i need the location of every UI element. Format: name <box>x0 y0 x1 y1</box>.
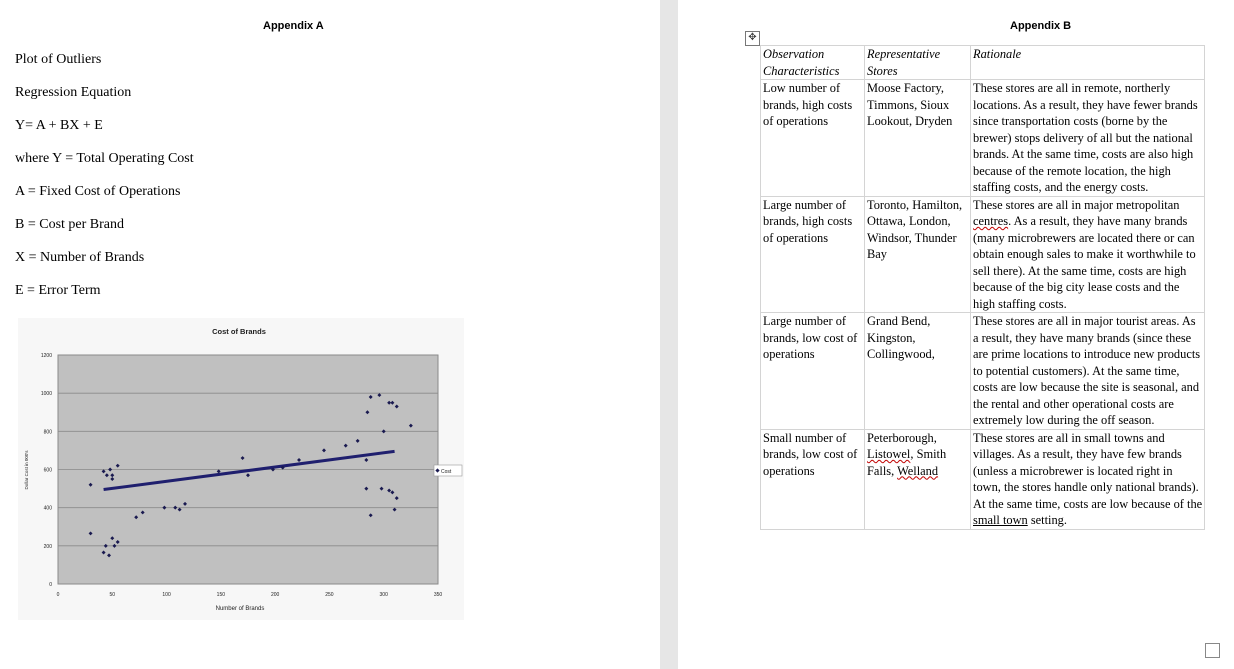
text-regression-equation: Regression Equation <box>15 85 132 100</box>
y-tick-label: 400 <box>43 505 52 512</box>
cell-observation: Small number of brands, low cost of operations <box>761 429 865 529</box>
rationale-text: These stores are all in small towns and villages. As a result, they have few brands (unless a microbrewer is located right in town, the stores handle only national brands). At the same time, costs are low because of the <box>973 430 1203 511</box>
cell-rationale <box>971 429 1205 529</box>
header-stores: Representative Stores <box>865 46 971 80</box>
x-tick-label: 250 <box>325 592 334 598</box>
text-equation: Y= A + BX + E <box>15 118 103 133</box>
cell-rationale: These stores are all in major tourist areas. As a result, they have many brands (since these are prime locations to introduce new products to potential customers). At the same time, costs are low because the site is seasonal, and the rental and other operational costs are extremely low during the off season. <box>971 313 1205 430</box>
underlined-text: small town <box>973 513 1028 527</box>
x-tick-label: 50 <box>109 592 116 598</box>
chart-svg <box>18 318 464 620</box>
page-gutter <box>660 0 678 669</box>
legend-label: Cost <box>441 469 452 475</box>
chart-title: Cost of Brands <box>212 327 266 336</box>
appendix-b-title: Appendix B <box>1010 20 1072 32</box>
x-tick-label: 150 <box>216 592 226 598</box>
cell-observation: Large number of brands, high costs of operations <box>761 196 865 313</box>
table-row <box>761 196 1205 313</box>
rationale-text: . As a result, they have many brands (many microbrewers are located there or can obtain enough sales to make it worthwhile to sell there). At the same time, costs are high because of the big city lease costs and the high staffing costs. <box>973 214 1196 311</box>
cell-observation: Large number of brands, low cost of operations <box>761 313 865 430</box>
cell-stores: Grand Bend, Kingston, Collingwood, <box>865 313 971 430</box>
y-axis-label: Dollar Cost in 000's <box>24 450 29 490</box>
y-tick-labels <box>41 353 52 588</box>
stores-text: Peterborough, <box>867 430 937 445</box>
spellcheck-flag[interactable]: Welland <box>897 463 939 478</box>
text-b-definition: B = Cost per Brand <box>15 217 124 232</box>
cell-rationale: These stores are all in remote, northerly locations. As a result, they have fewer brands since transportation costs (borne by the brewer) stops delivery of all but the national brands. At the same time, costs are also high because of the remote location, the high staffing costs, and the energy costs. <box>971 80 1205 197</box>
text-x-definition: X = Number of Brands <box>15 250 145 265</box>
spellcheck-flag[interactable]: Listowel <box>867 447 911 461</box>
spellcheck-flag[interactable]: centres <box>973 214 1009 228</box>
stores-text: , Smith Falls, <box>867 447 947 478</box>
table-row <box>761 313 1205 430</box>
rationale-text: These stores are all in major metropolitan <box>973 197 1180 212</box>
y-tick-label: 600 <box>43 467 52 474</box>
x-tick-label: 0 <box>56 592 60 598</box>
cell-stores: Moose Factory, Timmons, Sioux Lookout, Dryden <box>865 80 971 197</box>
x-axis-label: Number of Brands <box>215 606 265 612</box>
table-row <box>761 429 1205 529</box>
header-rationale: Rationale <box>971 46 1205 80</box>
y-tick-label: 0 <box>49 582 52 588</box>
appendix-a-title: Appendix A <box>263 20 324 32</box>
x-tick-label: 350 <box>433 592 443 598</box>
chart-cost-of-brands[interactable] <box>18 318 464 620</box>
table-resize-handle[interactable] <box>1205 643 1220 658</box>
table-move-handle-icon[interactable]: ✥ <box>745 31 760 46</box>
x-tick-label: 100 <box>162 592 171 598</box>
table-row <box>761 80 1205 197</box>
text-plot-of-outliers: Plot of Outliers <box>15 52 102 67</box>
y-tick-label: 200 <box>43 543 52 550</box>
cell-rationale <box>971 196 1205 313</box>
text-e-definition: E = Error Term <box>15 283 101 298</box>
rationale-text: setting. <box>1027 513 1067 527</box>
x-tick-label: 300 <box>379 592 388 598</box>
observations-table <box>760 45 1205 530</box>
x-tick-labels <box>57 592 443 598</box>
text-a-definition: A = Fixed Cost of Operations <box>15 184 181 199</box>
x-tick-label: 200 <box>270 592 280 598</box>
y-tick-label: 800 <box>43 429 52 436</box>
cell-observation: Low number of brands, high costs of operations <box>761 80 865 197</box>
header-observation: Observation Characteristics <box>761 46 865 80</box>
cell-stores: Toronto, Hamilton, Ottawa, London, Windsor, Thunder Bay <box>865 196 971 313</box>
text-where-y: where Y = Total Operating Cost <box>15 151 194 166</box>
y-tick-label: 1200 <box>40 353 52 359</box>
y-tick-label: 1000 <box>40 391 52 398</box>
table-header-row <box>761 46 1205 80</box>
cell-stores <box>865 429 971 529</box>
